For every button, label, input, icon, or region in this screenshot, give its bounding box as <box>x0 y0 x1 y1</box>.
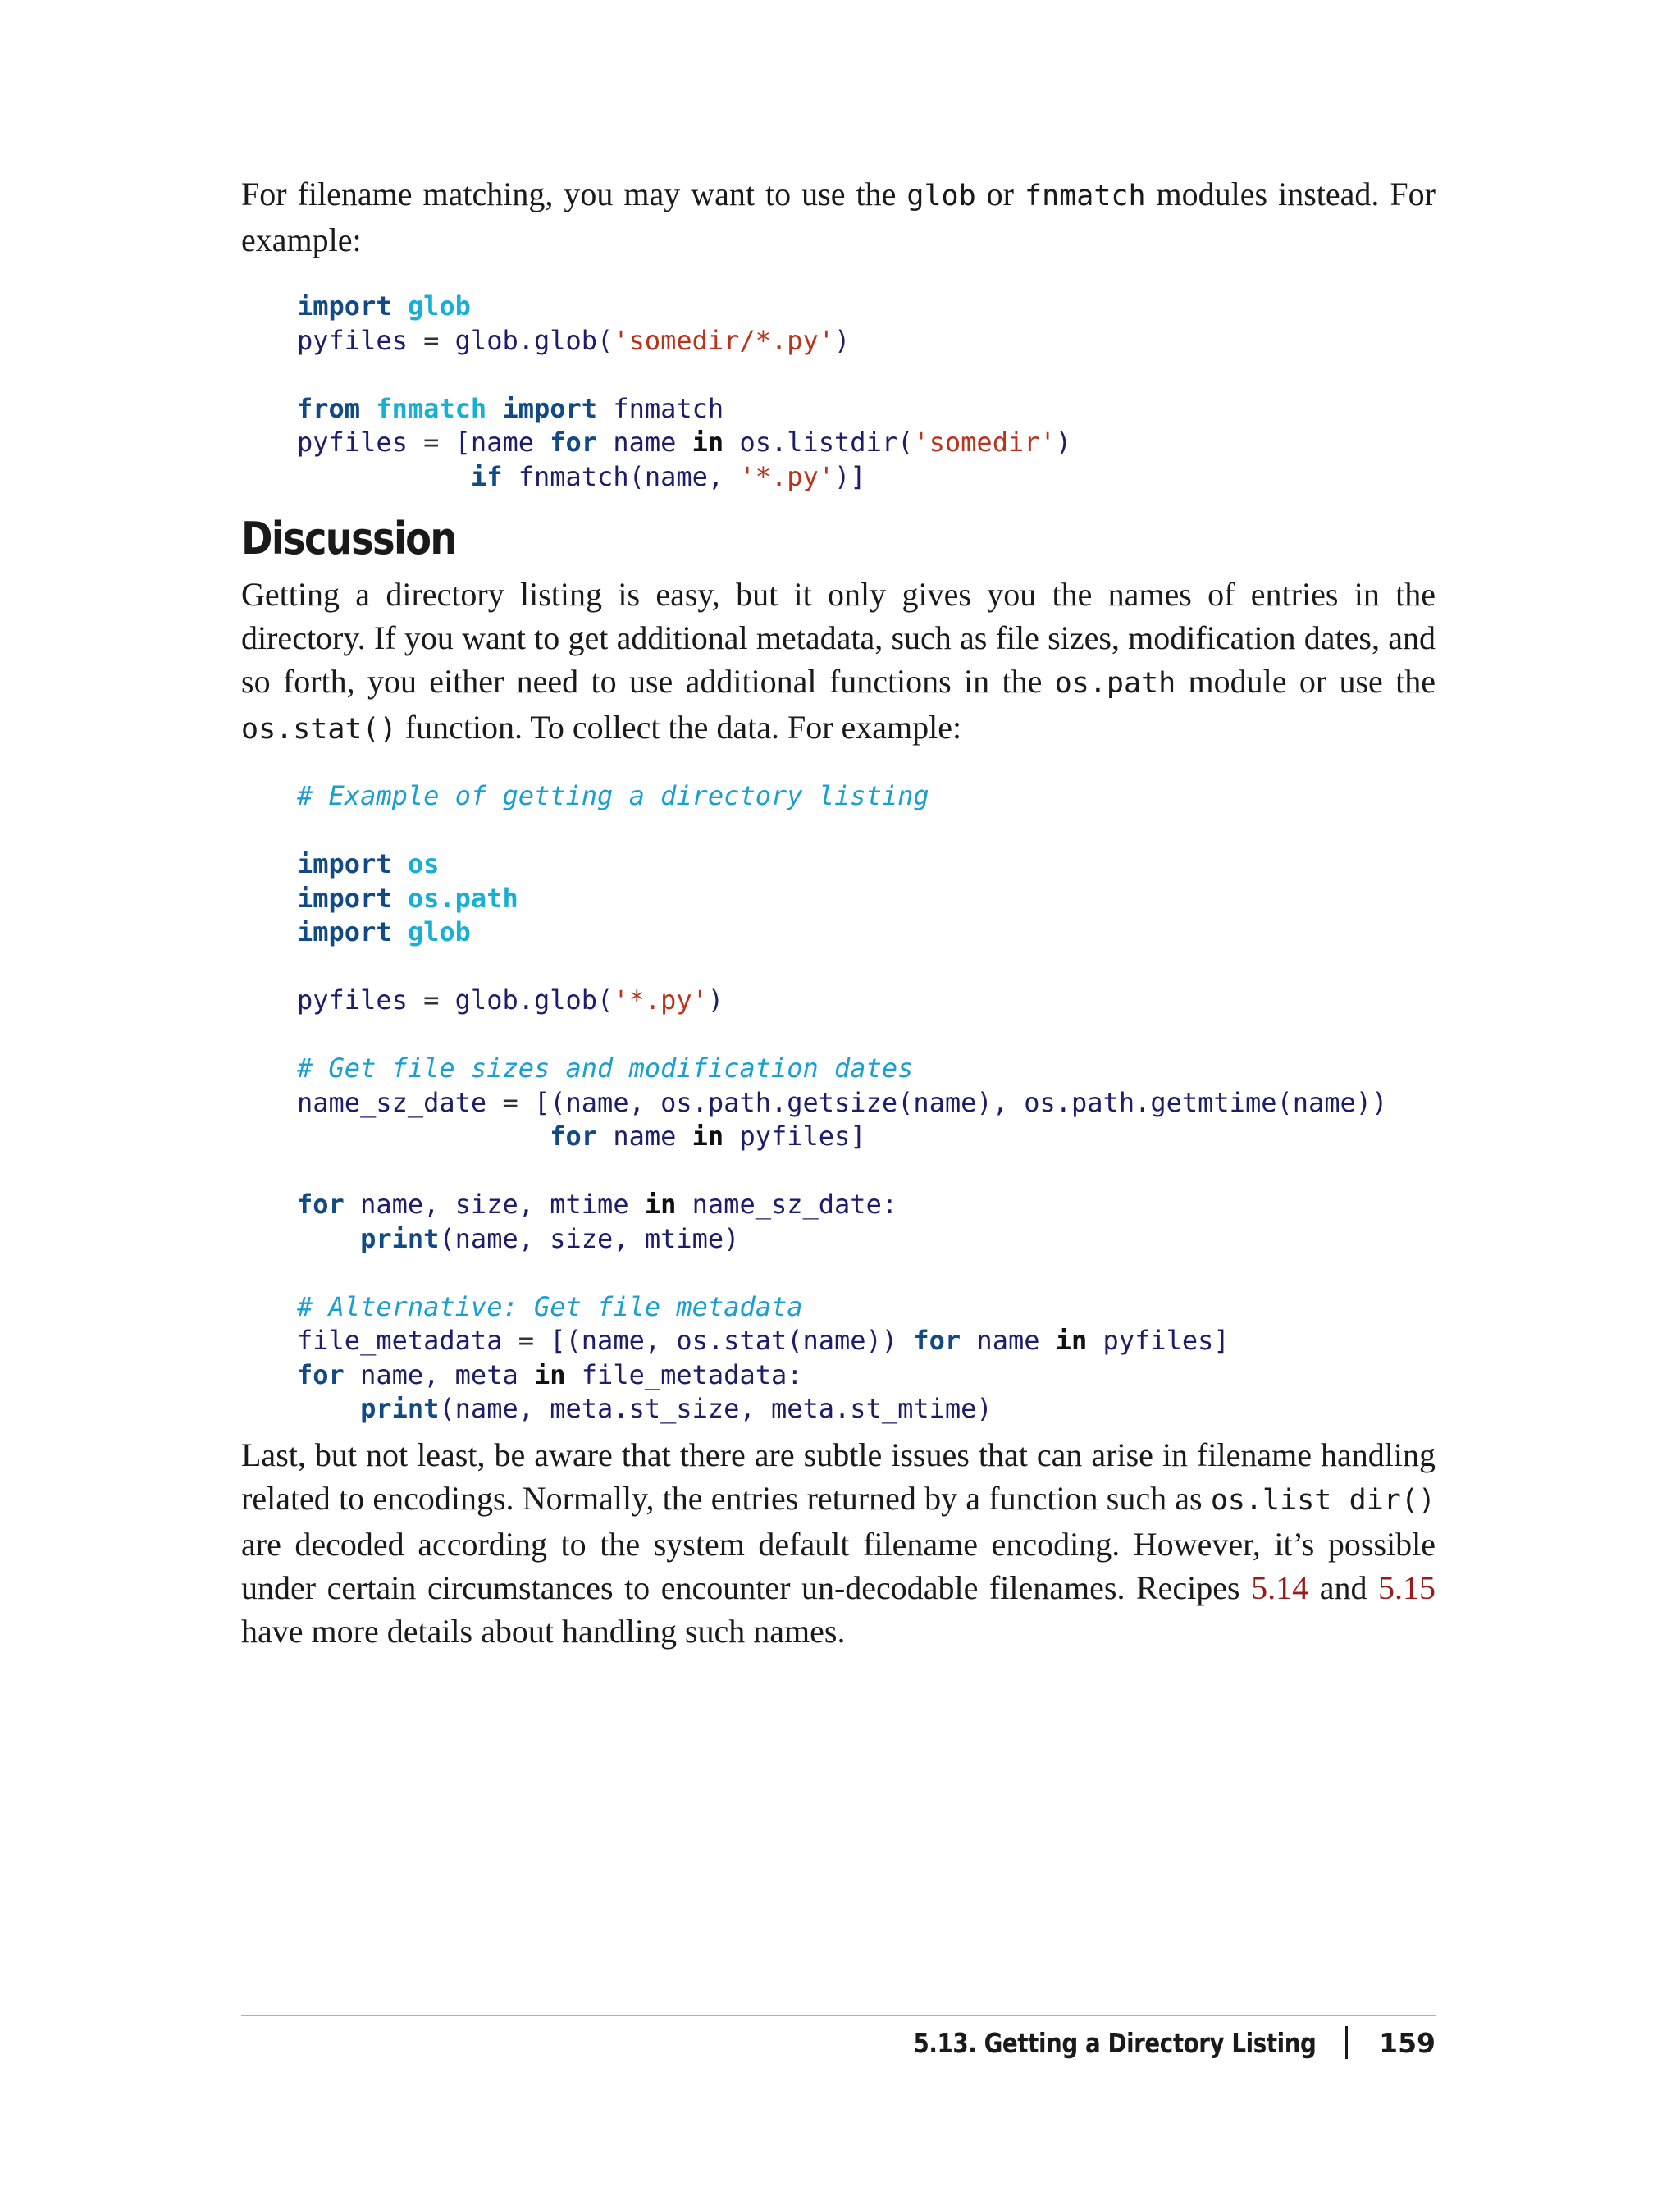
code-block-directory-listing <box>297 779 1436 1427</box>
text-run: and <box>1308 1568 1378 1606</box>
code-token: os <box>407 848 440 879</box>
code-token: glob <box>407 290 471 322</box>
code-token: import <box>297 916 392 947</box>
paragraph-intro <box>241 172 1436 262</box>
section-heading-discussion: Discussion <box>241 513 456 564</box>
code-token: glob.glob( <box>439 324 614 356</box>
code-token: import <box>297 848 392 879</box>
code-indent <box>297 1393 360 1424</box>
code-token: name, meta <box>344 1358 534 1390</box>
code-token: for <box>550 1121 598 1152</box>
code-token: [(name, os.stat(name)) <box>533 1325 914 1356</box>
code-token: fnmatch(name, <box>502 460 740 492</box>
code-token: import <box>297 882 392 914</box>
text-run: Last, but not least, be aware that there are subtle issues that can arise in filename handling related to encodings. Normally, the entries returned by a function such as <box>241 1436 1436 1517</box>
text-run: modules instead. For example: <box>241 176 1436 258</box>
code-comment: # Example of getting a directory listing <box>297 780 929 811</box>
code-token: = <box>423 324 440 356</box>
code-token: (name, size, mtime) <box>439 1222 740 1254</box>
code-token: in <box>692 1121 724 1152</box>
code-token: pyfiles <box>297 984 424 1016</box>
code-token: os.path <box>407 882 518 914</box>
page-footer <box>837 2026 1436 2059</box>
inline-code-os-path: os.path <box>1054 667 1176 700</box>
code-token: fnmatch <box>376 392 487 424</box>
code-token: os.listdir( <box>724 427 914 458</box>
code-token: [(name, os.path.getsize(name), os.path.getmtime(name)) <box>518 1086 1388 1118</box>
code-token: pyfiles <box>297 427 424 458</box>
code-token: for <box>913 1325 961 1356</box>
page-number: 159 <box>1379 2026 1436 2059</box>
code-indent <box>297 1121 550 1152</box>
code-token: from <box>297 392 361 424</box>
code-token: print <box>360 1222 440 1254</box>
code-token: glob <box>407 916 471 947</box>
code-block-glob-fnmatch <box>297 290 1436 494</box>
code-token: file_metadata <box>297 1325 518 1356</box>
code-token: ) <box>834 324 851 356</box>
text-run: Getting a directory listing is easy, but it only gives you the names of entries in the directory. If you want to get additional metadata, such as file sizes, modification dates, and so forth, you either need to use additional functions in the <box>241 576 1436 700</box>
code-token: (name, meta.st_size, meta.st_mtime) <box>439 1393 993 1424</box>
text-run: are decoded according to the system default filename encoding. However, it’s possible under certain circumstances to encounter un-decodable filenames. Recipes <box>241 1525 1436 1606</box>
page-content <box>241 172 1436 1653</box>
footer-section-title: 5.13. Getting a Directory Listing <box>913 2026 1317 2059</box>
code-indent <box>297 461 471 492</box>
paragraph-encodings <box>241 1433 1436 1653</box>
code-token: import <box>502 392 598 424</box>
code-token: pyfiles] <box>1087 1325 1230 1356</box>
code-token: pyfiles] <box>724 1121 866 1152</box>
code-token: '*.py' <box>739 460 835 492</box>
footer-separator <box>1345 2026 1348 2059</box>
text-run: have more details about handling such names. <box>241 1612 846 1650</box>
code-token: file_metadata: <box>565 1358 803 1390</box>
code-token: pyfiles <box>297 324 424 356</box>
text-run: function. To collect the data. For example: <box>396 709 962 746</box>
code-token: for <box>550 427 598 458</box>
code-token: fnmatch <box>597 392 724 424</box>
paragraph-discussion <box>241 573 1436 751</box>
code-token: for <box>297 1358 345 1390</box>
code-token: )] <box>834 460 866 492</box>
code-comment: # Get file sizes and modification dates <box>297 1052 914 1084</box>
code-token: = <box>502 1086 518 1118</box>
code-token: name <box>597 427 692 458</box>
code-token: = <box>423 984 440 1016</box>
code-token: = <box>423 427 440 458</box>
recipe-link-5-15[interactable]: 5.15 <box>1378 1568 1436 1606</box>
code-token: 'somedir' <box>913 427 1056 458</box>
inline-code-os-stat: os.stat() <box>241 713 397 746</box>
code-token: name_sz_date: <box>676 1189 898 1220</box>
code-token: 'somedir/*.py' <box>613 324 835 356</box>
code-token: in <box>692 427 724 458</box>
text-run: For filename matching, you may want to use the <box>241 176 907 212</box>
code-comment: # Alternative: Get file metadata <box>297 1290 803 1322</box>
code-token: in <box>644 1189 677 1220</box>
inline-code-os-listdir: os.list dir() <box>1210 1483 1436 1517</box>
code-token: print <box>360 1393 440 1424</box>
code-token: if <box>470 460 503 492</box>
code-token: name <box>961 1325 1056 1356</box>
code-token: name, size, mtime <box>344 1189 645 1220</box>
code-token: for <box>297 1189 345 1220</box>
recipe-link-5-14[interactable]: 5.14 <box>1251 1568 1309 1606</box>
code-token: = <box>518 1325 534 1356</box>
code-token: import <box>297 290 392 322</box>
code-token: in <box>1055 1325 1088 1356</box>
code-indent <box>297 1223 360 1254</box>
inline-code-fnmatch: fnmatch <box>1025 180 1146 212</box>
code-token: '*.py' <box>613 984 708 1016</box>
code-token: ) <box>707 984 724 1016</box>
code-token: [name <box>439 427 550 458</box>
code-token: in <box>533 1358 566 1390</box>
code-token: glob.glob( <box>439 984 614 1016</box>
inline-code-glob: glob <box>906 180 976 212</box>
code-token: name_sz_date <box>297 1086 503 1118</box>
text-run: or <box>975 176 1025 212</box>
code-token: name <box>597 1121 692 1152</box>
text-run: module or use the <box>1176 663 1436 700</box>
footer-rule <box>241 2015 1436 2016</box>
code-token: ) <box>1055 427 1072 458</box>
